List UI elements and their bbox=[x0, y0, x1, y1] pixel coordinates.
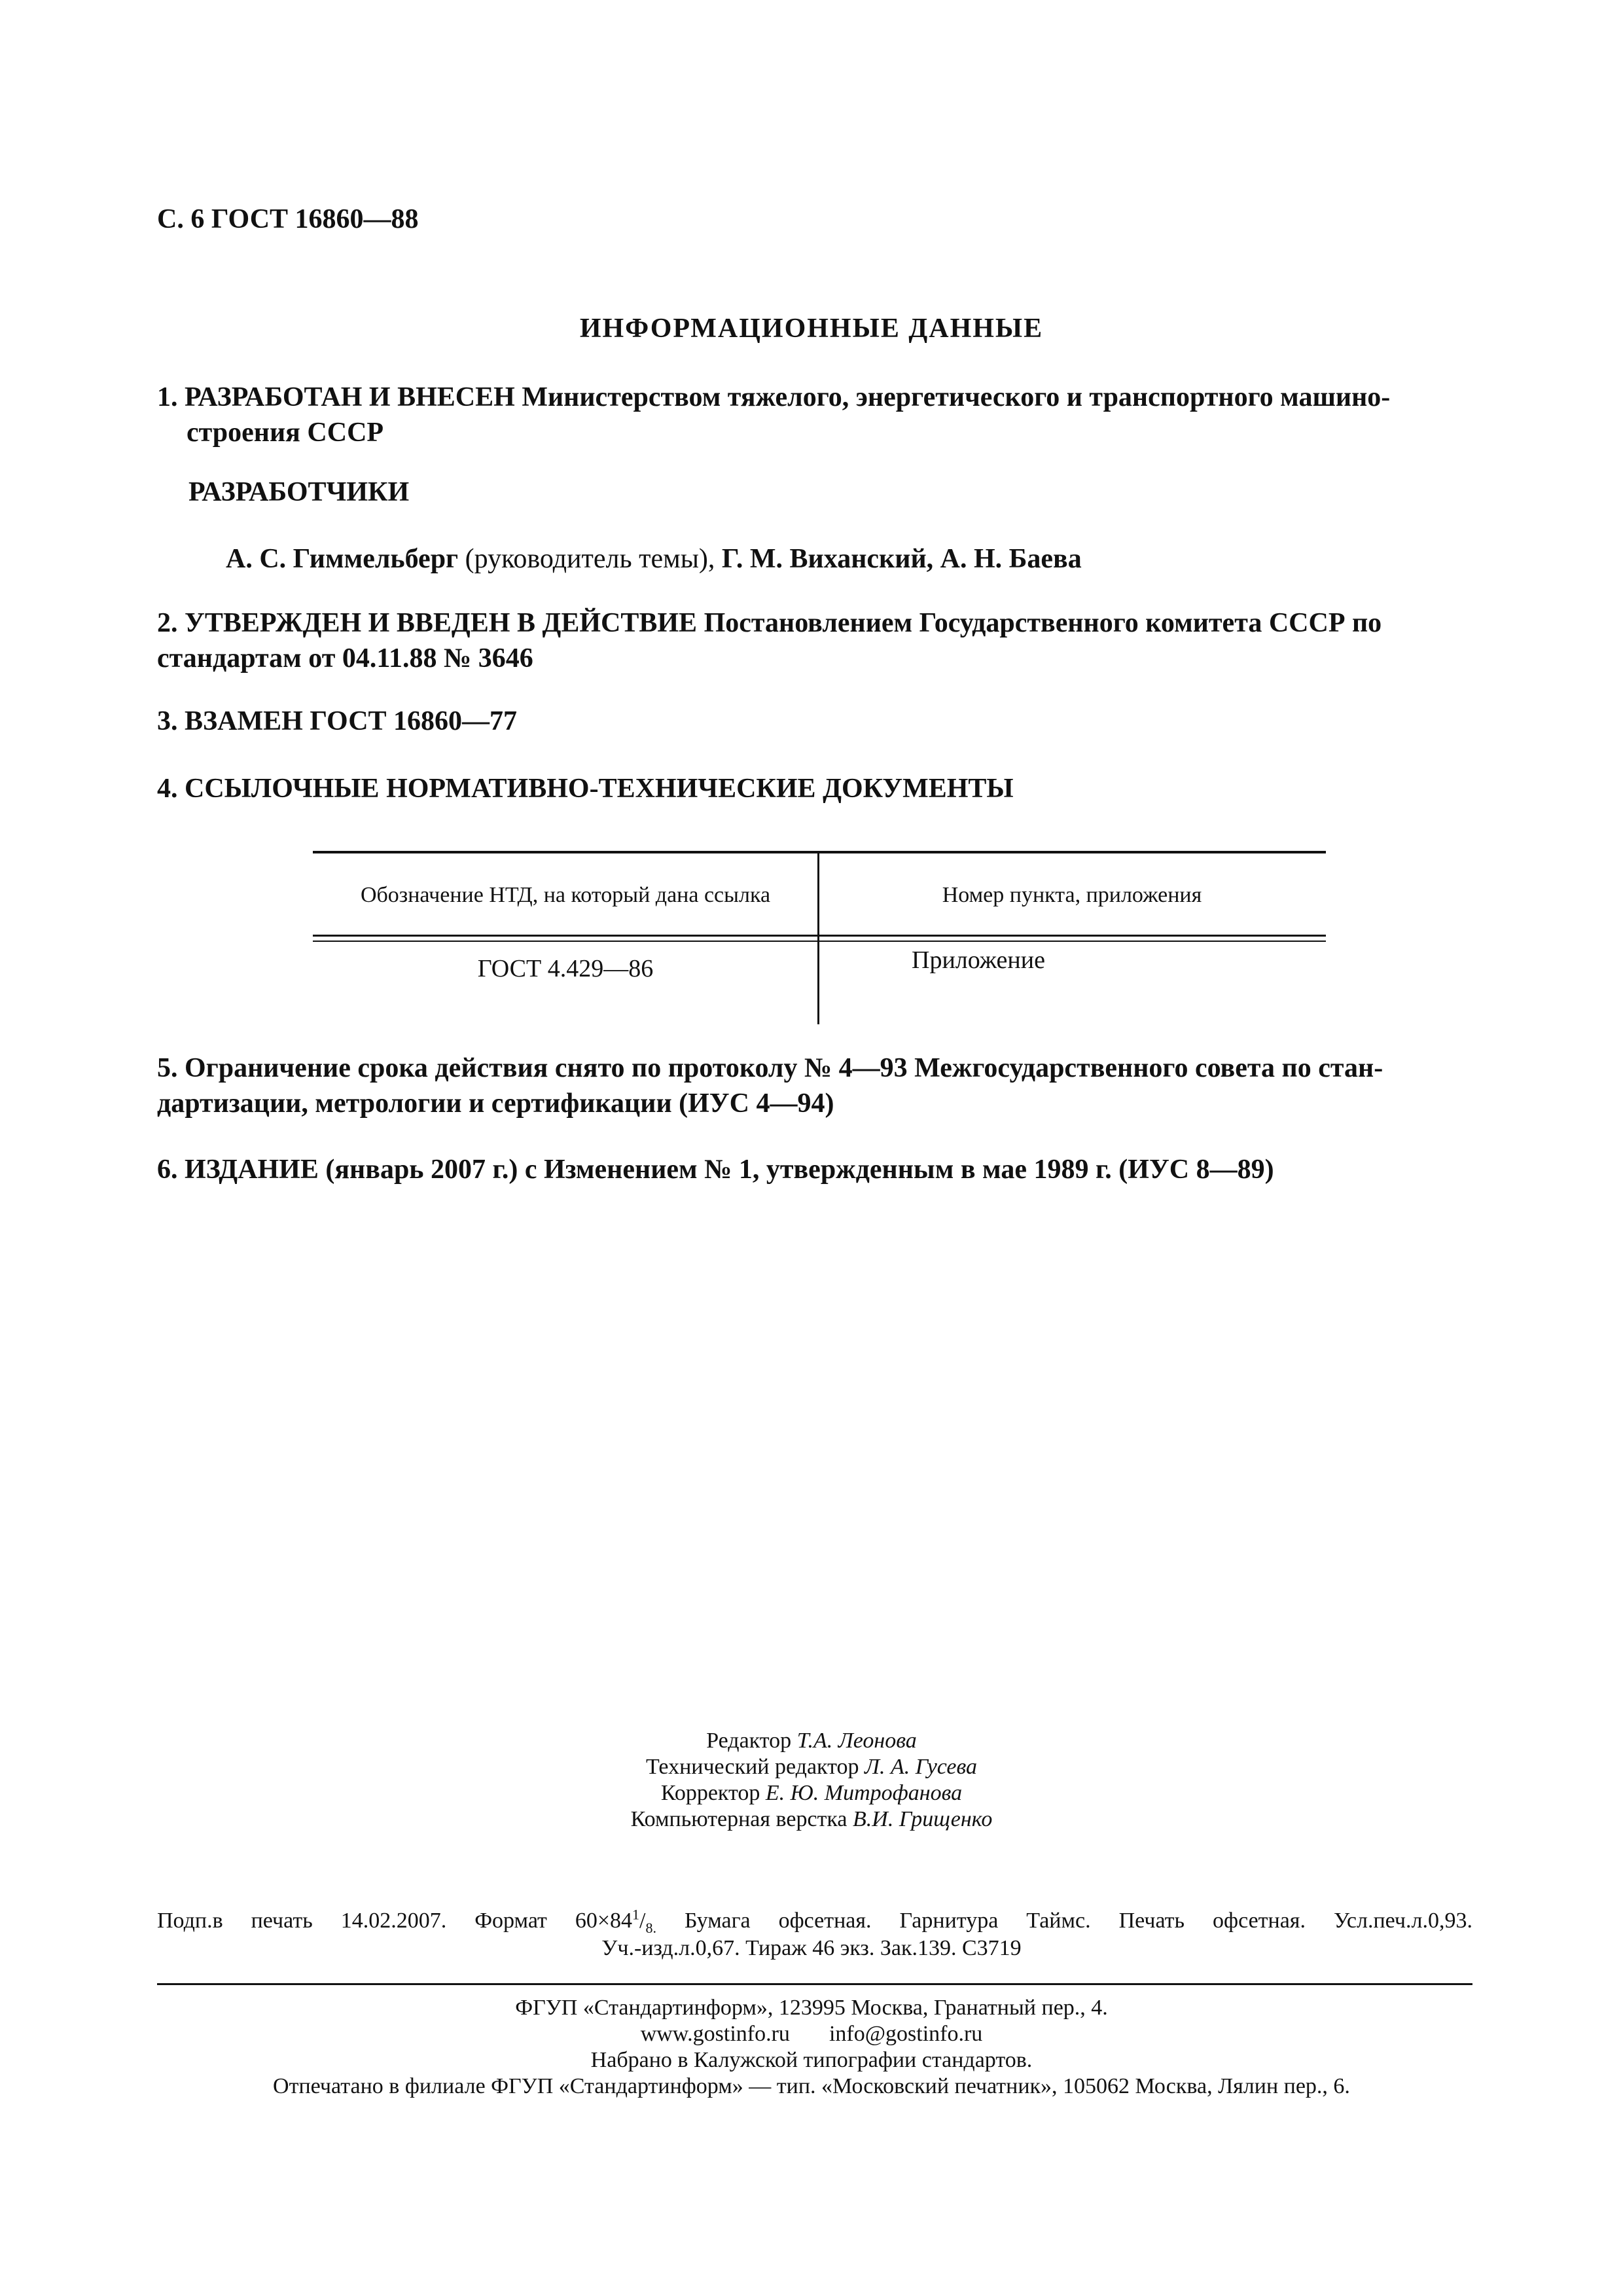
table-top-rule bbox=[313, 851, 1326, 853]
imprint-typeface: Гарнитура Таймс. bbox=[899, 1909, 1091, 1933]
credit-role: Компьютерная верстка bbox=[630, 1807, 847, 1831]
credit-name: Е. Ю. Митрофанова bbox=[765, 1781, 963, 1805]
table-column-divider bbox=[817, 851, 819, 1024]
info-item-4: 4. ССЫЛОЧНЫЕ НОРМАТИВНО-ТЕХНИЧЕСКИЕ ДОКУМЕНТЫ bbox=[157, 774, 1014, 804]
credit-editor bbox=[0, 1728, 1623, 1754]
publisher-website[interactable]: www.gostinfo.ru bbox=[640, 2022, 790, 2046]
page-header: С. 6 ГОСТ 16860—88 bbox=[157, 204, 419, 234]
credit-proofreader bbox=[0, 1780, 1623, 1806]
publisher-printed: Отпечатано в филиале ФГУП «Стандартинформ» — тип. «Московский печатник», 105062 Москва, Лялин пер., 6. bbox=[273, 2074, 1350, 2098]
info-item-2 bbox=[157, 605, 1472, 676]
table-header-clause: Номер пункта, приложения bbox=[942, 883, 1202, 907]
table-header-doc: Обозначение НТД, на который дана ссылка bbox=[360, 883, 771, 907]
publisher-email[interactable]: info@gostinfo.ru bbox=[829, 2022, 983, 2046]
item2-caps: 2. УТВЕРЖДЕН И ВВЕДЕН В ДЕЙСТВИЕ bbox=[157, 608, 698, 638]
credit-layout bbox=[0, 1806, 1623, 1833]
imprint-line-1 bbox=[157, 1908, 1472, 1934]
table-cell-clause: Приложение bbox=[912, 946, 1045, 974]
publisher-contacts bbox=[0, 2021, 1623, 2047]
info-item-5 bbox=[157, 1050, 1472, 1121]
credit-name: Л. А. Гусева bbox=[865, 1755, 978, 1779]
credit-name: В.И. Грищенко bbox=[853, 1807, 993, 1831]
credit-role: Технический редактор bbox=[645, 1755, 859, 1779]
credit-tech-editor bbox=[0, 1754, 1623, 1780]
developer-others: Г. М. Виханский, А. Н. Баева bbox=[721, 544, 1082, 574]
imprint-format-sub: 8. bbox=[645, 1919, 656, 1936]
table-header-rule-1 bbox=[313, 935, 1326, 937]
publisher-address: ФГУП «Стандартинформ», 123995 Москва, Гранатный пер., 4. bbox=[515, 1996, 1108, 2020]
table-cell-doc: ГОСТ 4.429—86 bbox=[477, 955, 654, 982]
imprint-divider bbox=[157, 1983, 1472, 1985]
imprint-format-prefix: Формат 60×84 bbox=[474, 1909, 633, 1933]
item2-text: Постановлением Государственного комитета СССР по bbox=[704, 608, 1382, 638]
item1-continuation: строения СССР bbox=[187, 418, 384, 448]
imprint-signed: Подп.в печать 14.02.2007. bbox=[157, 1909, 447, 1933]
section-title: ИНФОРМАЦИОННЫЕ ДАННЫЕ bbox=[579, 314, 1044, 344]
credit-name: Т.А. Леонова bbox=[796, 1729, 917, 1753]
developer-name-1: А. С. Гиммельберг bbox=[226, 544, 459, 574]
imprint-line-2: Уч.-изд.л.0,67. Тираж 46 экз. Зак.139. С3719 bbox=[601, 1936, 1022, 1960]
item1-text: Министерством тяжелого, энергетического и транспортного машино- bbox=[522, 382, 1391, 412]
developers-heading: РАЗРАБОТЧИКИ bbox=[188, 477, 410, 507]
item2-continuation: стандартам от 04.11.88 № 3646 bbox=[157, 643, 533, 673]
info-item-6: 6. ИЗДАНИЕ (январь 2007 г.) с Изменением № 1, утвержденным в мае 1989 г. (ИУС 8—89) bbox=[157, 1155, 1274, 1185]
imprint-paper: Бумага офсетная. bbox=[684, 1909, 872, 1933]
table-header-rule-2 bbox=[313, 941, 1326, 942]
imprint-print: Печать офсетная. bbox=[1118, 1909, 1306, 1933]
info-item-3: 3. ВЗАМЕН ГОСТ 16860—77 bbox=[157, 706, 518, 736]
developer-role-1: (руководитель темы), bbox=[465, 544, 715, 574]
item1-caps: 1. РАЗРАБОТАН И ВНЕСЕН bbox=[157, 382, 515, 412]
item5-line-1: 5. Ограничение срока действия снято по протоколу № 4—93 Межгосударственного совета по стан- bbox=[157, 1053, 1383, 1083]
publisher-block bbox=[0, 1995, 1623, 2100]
publisher-typeset: Набрано в Калужской типографии стандартов. bbox=[590, 2048, 1033, 2072]
info-item-1 bbox=[157, 380, 1472, 450]
imprint-format: Формат $60\times 84^1/_{8.}$ bbox=[474, 1906, 656, 1936]
credits-block bbox=[0, 1728, 1623, 1833]
item5-line-2: дартизации, метрологии и сертификации (ИУС 4—94) bbox=[157, 1088, 834, 1119]
developers-names bbox=[226, 541, 1082, 577]
imprint-format-sup: 1 bbox=[632, 1906, 640, 1923]
credit-role: Корректор bbox=[660, 1781, 760, 1805]
credit-role: Редактор bbox=[706, 1729, 792, 1753]
imprint-sheets: Усл.печ.л.0,93. bbox=[1333, 1909, 1472, 1933]
reference-table bbox=[313, 851, 1326, 1024]
